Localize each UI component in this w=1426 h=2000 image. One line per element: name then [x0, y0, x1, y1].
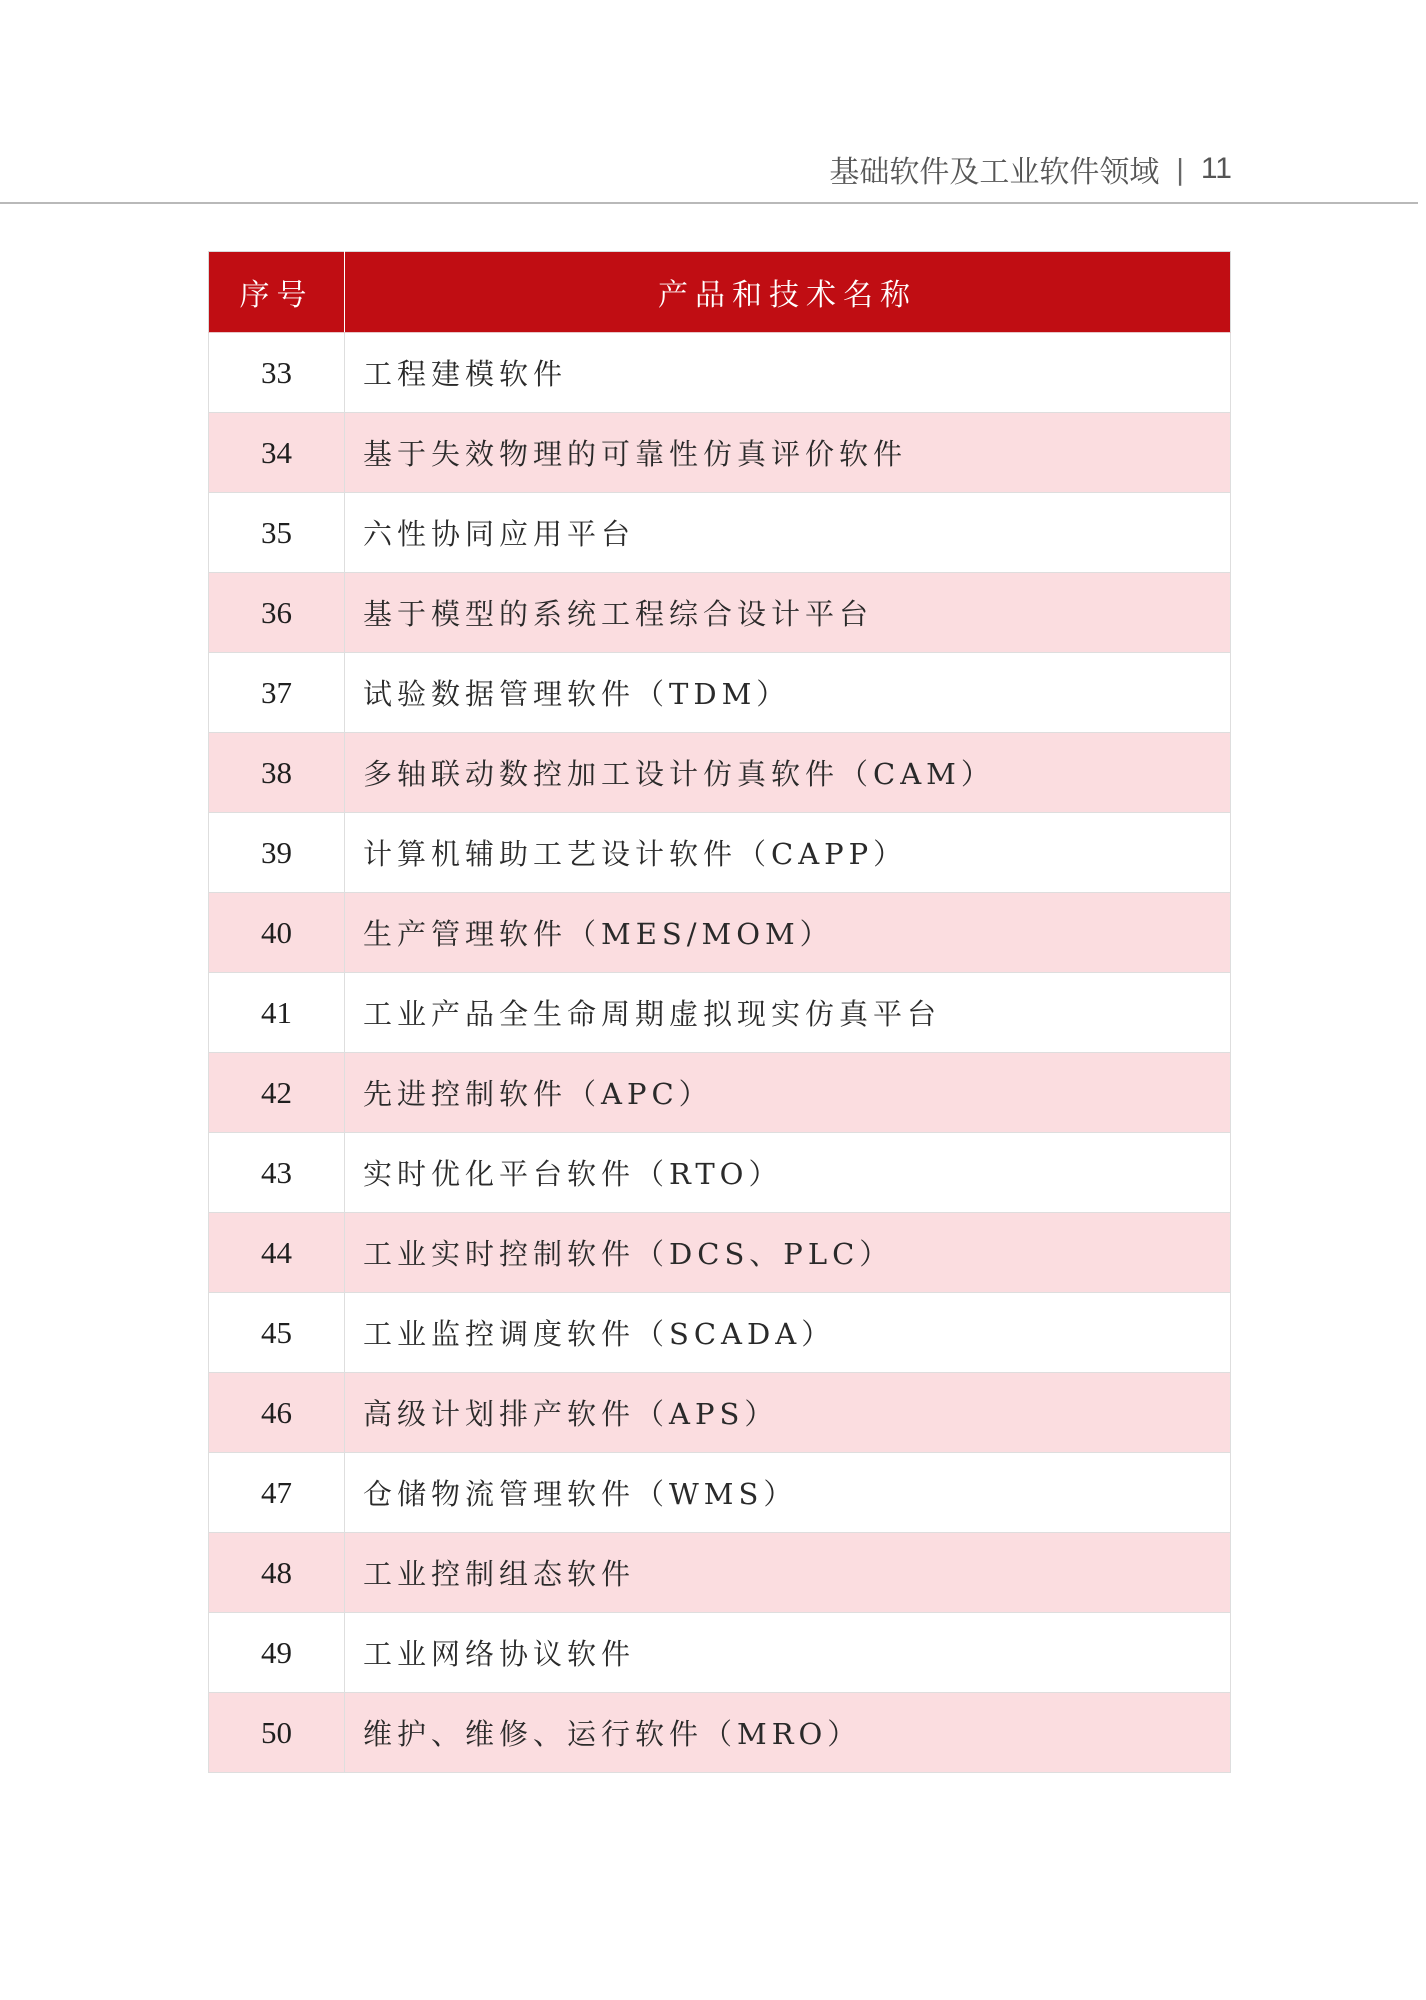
row-name: 生产管理软件（MES/MOM）	[345, 893, 1231, 973]
row-name: 工业控制组态软件	[345, 1533, 1231, 1613]
row-name: 实时优化平台软件（RTO）	[345, 1133, 1231, 1213]
table-row	[209, 413, 1231, 493]
row-name: 仓储物流管理软件（WMS）	[345, 1453, 1231, 1533]
table-row	[209, 813, 1231, 893]
row-number: 40	[209, 893, 345, 973]
row-number: 39	[209, 813, 345, 893]
table-row	[209, 1293, 1231, 1373]
table-body	[209, 333, 1231, 1773]
row-name: 基于模型的系统工程综合设计平台	[345, 573, 1231, 653]
running-header	[829, 148, 1232, 190]
header-separator: |	[1175, 152, 1185, 186]
row-name: 工程建模软件	[345, 333, 1231, 413]
row-number: 50	[209, 1693, 345, 1773]
table-row	[209, 1133, 1231, 1213]
row-number: 49	[209, 1613, 345, 1693]
row-number: 42	[209, 1053, 345, 1133]
row-number: 45	[209, 1293, 345, 1373]
table-row	[209, 893, 1231, 973]
table-row	[209, 1613, 1231, 1693]
table-row	[209, 973, 1231, 1053]
row-name: 工业产品全生命周期虚拟现实仿真平台	[345, 973, 1231, 1053]
section-title: 基础软件及工业软件领域	[829, 155, 1160, 190]
table-row	[209, 1053, 1231, 1133]
row-name: 工业实时控制软件（DCS、PLC）	[345, 1213, 1231, 1293]
row-number: 33	[209, 333, 345, 413]
row-number: 47	[209, 1453, 345, 1533]
row-name: 高级计划排产软件（APS）	[345, 1373, 1231, 1453]
row-name: 计算机辅助工艺设计软件（CAPP）	[345, 813, 1231, 893]
row-number: 37	[209, 653, 345, 733]
row-number: 38	[209, 733, 345, 813]
row-name: 六性协同应用平台	[345, 493, 1231, 573]
header-rule	[0, 202, 1418, 204]
row-number: 46	[209, 1373, 345, 1453]
product-table	[208, 251, 1231, 1773]
row-number: 35	[209, 493, 345, 573]
row-name: 多轴联动数控加工设计仿真软件（CAM）	[345, 733, 1231, 813]
header-name: 产品和技术名称	[345, 252, 1231, 333]
table-row	[209, 733, 1231, 813]
row-name: 基于失效物理的可靠性仿真评价软件	[345, 413, 1231, 493]
header-number: 序号	[209, 252, 345, 333]
table-row	[209, 1453, 1231, 1533]
table-row	[209, 1533, 1231, 1613]
row-name: 维护、维修、运行软件（MRO）	[345, 1693, 1231, 1773]
table-header-row	[209, 252, 1231, 333]
table-row	[209, 333, 1231, 413]
row-number: 36	[209, 573, 345, 653]
row-number: 34	[209, 413, 345, 493]
table-row	[209, 1373, 1231, 1453]
row-name: 工业监控调度软件（SCADA）	[345, 1293, 1231, 1373]
table-row	[209, 493, 1231, 573]
table-row	[209, 653, 1231, 733]
row-number: 43	[209, 1133, 345, 1213]
row-name: 试验数据管理软件（TDM）	[345, 653, 1231, 733]
table-row	[209, 573, 1231, 653]
row-name: 先进控制软件（APC）	[345, 1053, 1231, 1133]
table-row	[209, 1213, 1231, 1293]
table-row	[209, 1693, 1231, 1773]
row-number: 41	[209, 973, 345, 1053]
row-number: 44	[209, 1213, 345, 1293]
page-number: 11	[1200, 152, 1232, 185]
row-number: 48	[209, 1533, 345, 1613]
row-name: 工业网络协议软件	[345, 1613, 1231, 1693]
